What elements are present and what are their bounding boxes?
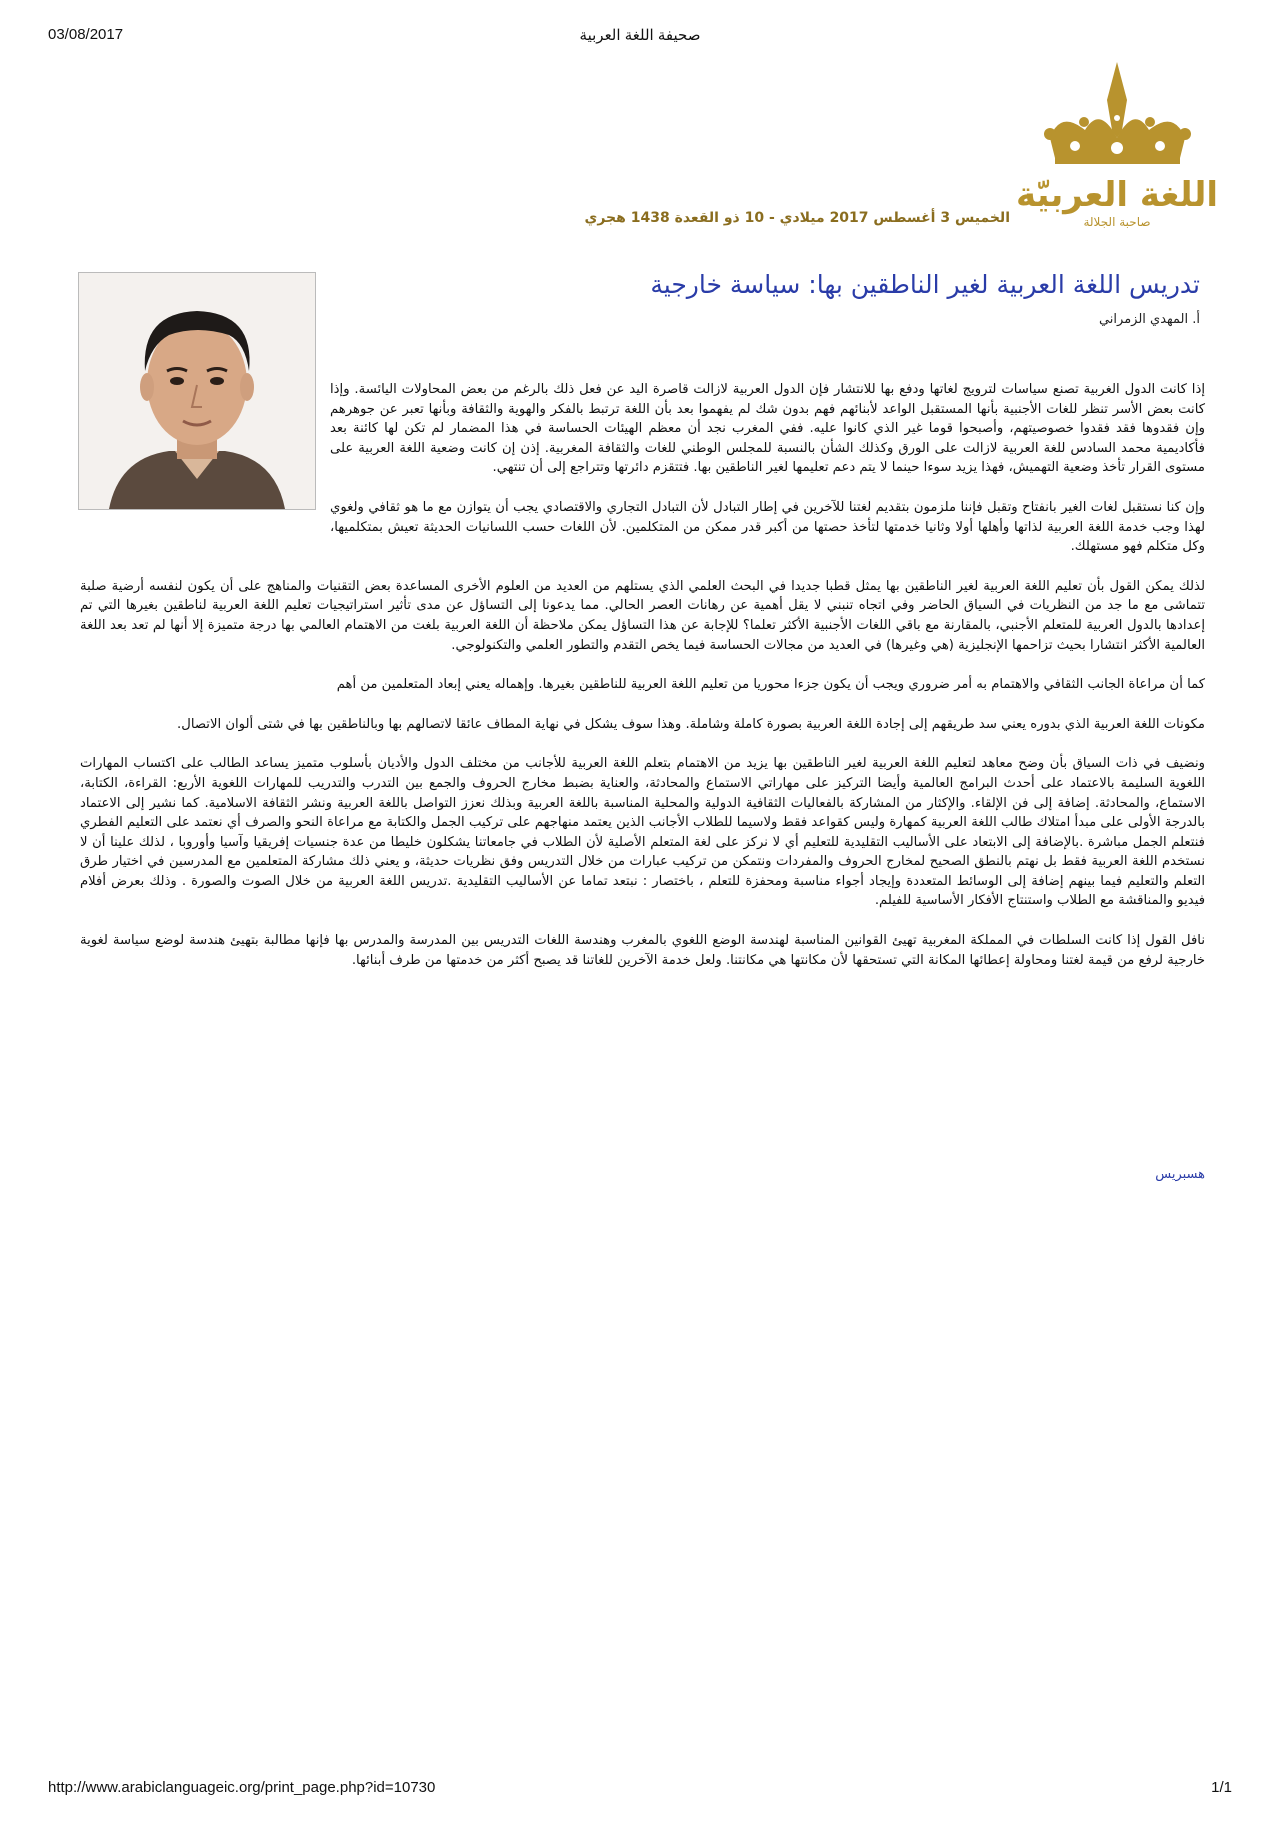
print-footer (48, 1779, 1232, 1803)
article-paragraph: كما أن مراعاة الجانب الثقافي والاهتمام به أمر ضروري ويجب أن يكون جزءا محوريا من تعليم اللغة العربية للناطقين بغيرها. وإهماله يعني إبعاد المتعلمين من أهم (336, 677, 1205, 693)
article-title: تدريس اللغة العربية لغير الناطقين بها: سياسة خارجية (650, 270, 1200, 299)
article-author: أ. المهدي الزمراني (1098, 312, 1200, 327)
issue-date: الخميس 3 أغسطس 2017 ميلادي - 10 ذو القعدة 1438 هجري (584, 210, 1010, 226)
site-logo (1016, 60, 1218, 230)
article-paragraph: نافل القول إذا كانت السلطات في المملكة المغربية تهيئ القوانين المناسبة لهندسة الوضع اللغوي بالمغرب وهندسة اللغات التدريس بين المدرسة والمدرس بها فإنها مطالبة بتهيئ هندسة لوضع سياسة لغوية خارجية لرفع من قيمة لغتنا ومحاولة إعطائها المكانة التي تستحقها لأن مكانتها هي مكانتنا. ولعل خدمة الآخرين للغاتنا قد يصبح أكثر من خدمتها من طرف أبنائها. (80, 933, 1205, 968)
print-header (48, 26, 1232, 50)
print-site-title: صحيفة اللغة العربية (579, 27, 701, 44)
print-date: 03/08/2017 (48, 26, 124, 43)
article-paragraph: إذا كانت الدول الغربية تصنع سياسات لترويج لغاتها ودفع بها للانتشار فإن الدول العربية لازالت قاصرة اليد عن فعل ذلك بالرغم من بعض المحاولات اليائسة. وإذا كانت بعض الأسر تنظر للغات الأجنبية بأنها المستقبل الواعد لأبنائهم فهم بدون شك لم يفهموا بعد بأن اللغة ترتبط بالفكر والهوية والثقافة وبأنها تعبر عن جوهرهم وإن فقدوها فقد فقدوا خصوصيتهم، وأصبحوا قوما غير الذي كانوا عليه. ففي المغرب نجد أن معظم الهيئات الحساسة في هذا المضمار لم تكن لها كائنة بعد فأكاديمية محمد السادس للغة العربية لازالت على الورق وكذلك الشأن بالنسبة للمجلس الوطني للغات والثقافة المغربية. إذن إن كانت وضعية اللغة العربية على مستوى القرار تأخذ وضعية التهميش، فهذا يزيد سوءا حينما لا يتم دعم تعليمها لغير الناطقين بها. فتتقزم دائرتها وتتراجع إلى أن تنتهي. (330, 382, 1205, 476)
article-body (80, 380, 1205, 990)
print-page-number: 1/1 (1211, 1779, 1232, 1796)
article-source-link[interactable]: هسبريس (1155, 1167, 1205, 1182)
svg-text:اللغة العربيّة: اللغة العربيّة (1016, 175, 1218, 215)
article-paragraph: مكونات اللغة العربية الذي بدوره يعني سد طريقهم إلى إجادة اللغة العربية بصورة كاملة وشاملة. وهذا سوف يشكل في نهاية المطاف عائقا لاتصالهم بها وبالناطقين بها في شتى ألوان الاتصال. (177, 716, 1205, 732)
article-paragraph: وإن كنا نستقبل لغات الغير بانفتاح وتقبل فإننا ملزمون بتقديم لغتنا للآخرين في إطار التبادل لأن التبادل التجاري والاقتصادي يجب أن يتوازن مع ما هو ثقافي ولغوي لهذا وجب خدمة اللغة العربية لذاتها وأهلها أولا وثانيا خدمتها لتأخذ حصتها من أكبر قدر ممكن من المتكلمين. لأن اللغات حسب اللسانيات الحديثة تعيش بمتكلميها، وكل متكلم فهو مستهلك. (330, 499, 1205, 555)
crown-icon (1016, 60, 1218, 230)
article-paragraph: ونضيف في ذات السياق بأن وضح معاهد لتعليم اللغة العربية لغير الناطقين بها يزيد من الاهتمام بتعلم اللغة العربية للأجانب من مختلف الدول والأديان بأسلوب متميز يساعد الطالب على اكتساب المهارات اللغوية السليمة بالاعتماد على أحدث البرامج العالمية وأيضا التركيز على مهاراتي الاستماع والمحادثة، والعناية بضبط مخارج الحروف والجمع بين التدرب والتدريب للمهارات اللغوية الأربع: القراءة، الكتابة، الاستماع، والمحادثة. إضافة إلى فن الإلقاء. والإكثار من المشاركة بالفعاليات الثقافية الدولية والمحلية المناسبة باللغة العربية وبذلك نعزز التواصل باللغة العربية ونشر الثقافة الاسلامية. كما نشير إلى الاعتماد بالدرجة الأولى على مبدأ امتلاك طالب اللغة العربية كمهارة وليس كقواعد فقط ولاسيما للطلاب الأجانب الذين يعتمد منهاجهم على تركيب الجمل والكتابة مع مراعاة النحو والصرف أي نعتمد على التعليم الفطري فنتعلم الجمل مباشرة .بالإضافة إلى الابتعاد على الأساليب التقليدية للتعليم أي لا نركز على لغة المتعلم الأصلية لأن الطلاب في جامعاتنا يشكلون خليطا من عدة جنسيات إفريقيا وآسيا وأوروبا ، لذلك علينا أن لا نستخدم اللغة العربية فقط بل نهتم بالنطق الصحيح لمخارج الحروف والمفردات ونتمكن من تركيب عبارات من خلال التدريس وفق نظريات حديثة، و يعني ذلك مشاركة المتعلمين مع المدرسين في اختيار طرق التعلم والتعليم فيما بينهم إضافة إلى الوسائط المتعددة وإيجاد أجواء مناسبة ومحفزة للتعلم ، باختصار : نبتعد تماما عن الأساليب التقليدية .تدريس اللغة العربية من خلال الصوت والصورة . وذلك بعرض أفلام فيديو والمناقشة مع الطلاب واستنتاج الأفكار الأساسية للفيلم. (80, 756, 1205, 909)
print-url: http://www.arabiclanguageic.org/print_page.php?id=10730 (48, 1779, 436, 1796)
article-paragraph: لذلك يمكن القول بأن تعليم اللغة العربية لغير الناطقين بها يمثل قطبا جديدا في البحث العلمي الذي يستلهم من العديد من العلوم الأخرى المساعدة بعض التقنيات والمناهج على أن يكون لنفسه أرضية صلبة تتماشى مع ما جد من النظريات في السياق الحاضر وفي اتجاه تنبني لا يقل أهمية عن رهانات العصر الحالي. مما يدعونا إلى التساؤل عن مدى تأثير استراتيجيات تعليم اللغة العربية لناطقين بغيرها التي تم إعدادها بالدول العربية للمتعلم الأجنبي، بالمقارنة مع باقي اللغات الأجنبية الأكثر تعلما؟ للإجابة عن هذا التساؤل يمكن ملاحظة أن اللغة العربية بلغت من الاهتمام العالمي بها درجة متميزة إلا أنها لم تعد بعد اللغة العالمية الأكثر انتشارا بحيث تزاحمها الإنجليزية (هي وغيرها) في العديد من مجالات الحساسة فيما يخص التقدم والتطور العلمي والتكنولوجي. (80, 578, 1205, 653)
svg-text:صاحبة الجلالة: صاحبة الجلالة (1083, 215, 1151, 229)
